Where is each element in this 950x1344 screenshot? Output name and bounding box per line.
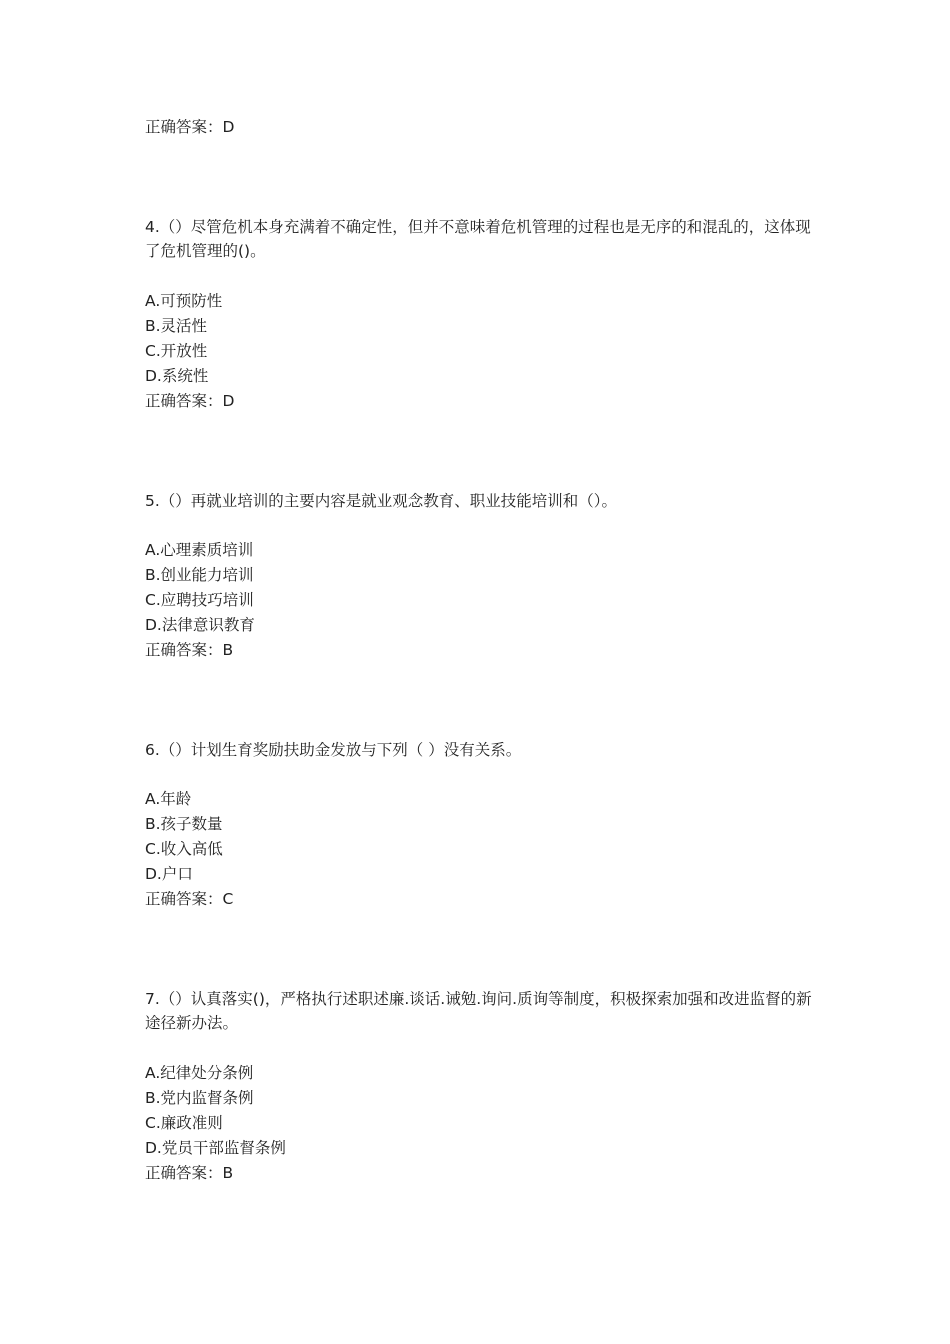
- question-6-option-d: D.户口: [145, 865, 193, 883]
- question-4-answer: 正确答案：D: [145, 392, 235, 410]
- question-5-option-b: B.创业能力培训: [145, 566, 254, 584]
- question-7-option-c: C.廉政准则: [145, 1114, 223, 1132]
- question-5-option-d: D.法律意识教育: [145, 616, 255, 634]
- question-4-option-d: D.系统性: [145, 367, 209, 385]
- question-7-option-a: A.纪律处分条例: [145, 1064, 254, 1082]
- question-4-stem: 4.（）尽管危机本身充满着不确定性，但并不意味着危机管理的过程也是无序的和混乱的，这体现了危机管理的()。: [145, 218, 811, 260]
- question-4-option-a: A.可预防性: [145, 292, 223, 310]
- question-7-answer: 正确答案：B: [145, 1164, 234, 1182]
- question-7-stem: 7.（）认真落实()，严格执行述职述廉.谈话.诫勉.询问.质询等制度，积极探索加强和改进监督的新途径新办法。: [145, 990, 812, 1032]
- previous-answer: 正确答案：D: [145, 118, 235, 136]
- question-5-stem: 5.（）再就业培训的主要内容是就业观念教育、职业技能培训和（）。: [145, 492, 618, 510]
- question-5-option-c: C.应聘技巧培训: [145, 591, 254, 609]
- question-4-option-c: C.开放性: [145, 342, 208, 360]
- question-5-answer: 正确答案：B: [145, 641, 234, 659]
- question-6-option-b: B.孩子数量: [145, 815, 223, 833]
- question-6-option-a: A.年龄: [145, 790, 192, 808]
- question-7-option-b: B.党内监督条例: [145, 1089, 254, 1107]
- question-6-option-c: C.收入高低: [145, 840, 223, 858]
- question-4-option-b: B.灵活性: [145, 317, 208, 335]
- question-7-option-d: D.党员干部监督条例: [145, 1139, 286, 1157]
- question-5-option-a: A.心理素质培训: [145, 541, 254, 559]
- question-6-answer: 正确答案：C: [145, 890, 234, 908]
- question-6-stem: 6.（）计划生育奖励扶助金发放与下列（ ）没有关系。: [145, 741, 522, 759]
